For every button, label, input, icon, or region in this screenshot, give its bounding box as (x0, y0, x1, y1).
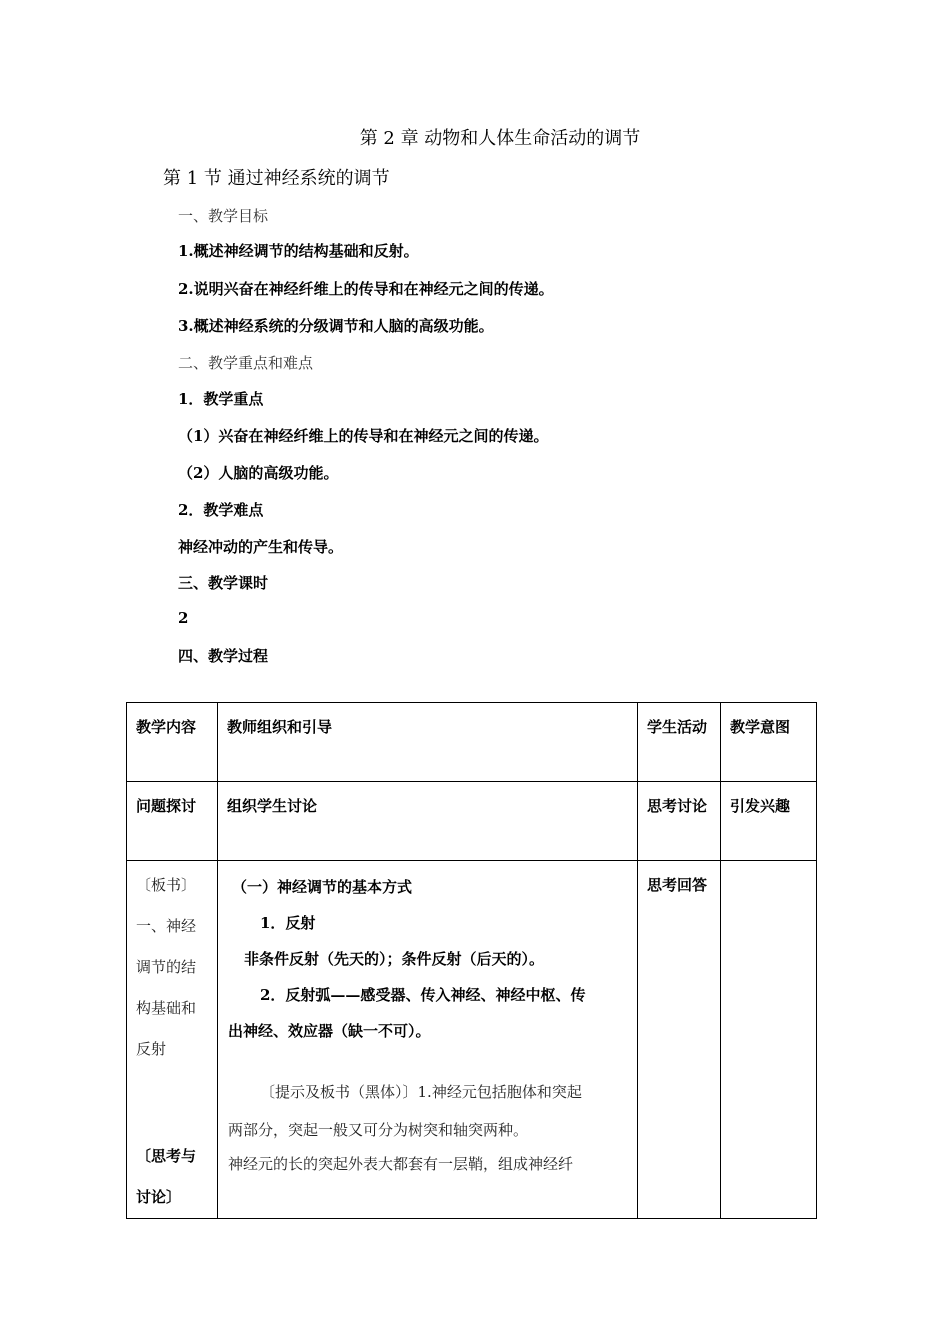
row2-student: 思考回答 (638, 861, 721, 1219)
row2-content-line: 调节的结 (136, 958, 197, 976)
row2-intent (721, 861, 817, 1219)
difficulty-text: 神经冲动的产生和传导。 (178, 538, 344, 556)
process-heading: 四、教学过程 (178, 647, 269, 665)
section-title: 第 1 节 通过神经系统的调节 (163, 168, 390, 189)
header-cell-student: 学生活动 (638, 703, 721, 782)
row2-content-line: 讨论〕 (136, 1188, 182, 1206)
key-item-2: （2）人脑的高级功能。 (178, 464, 339, 482)
teacher-bold-line: 1．反射 (260, 914, 316, 932)
row2-content (127, 861, 218, 1219)
row2-content-line: 〔思考与 (136, 1147, 197, 1165)
teacher-bold-line: 非条件反射（先天的）；条件反射（后天的）。 (244, 950, 545, 968)
goals-heading: 一、教学目标 (178, 207, 269, 225)
row1-content: 问题探讨 (127, 782, 218, 861)
key-heading: 1．教学重点 (178, 390, 264, 408)
header-cell-teacher: 教师组织和引导 (218, 703, 638, 782)
teacher-plain-line: 神经元的长的突起外表大都套有一层鞘，组成神经纤 (228, 1155, 574, 1173)
goal-item-1: 1.概述神经调节的结构基础和反射。 (178, 242, 419, 260)
chapter-title: 第 2 章 动物和人体生命活动的调节 (359, 128, 641, 149)
hours-value: 2 (178, 609, 189, 627)
teacher-bold-line: （一）神经调节的基本方式 (232, 878, 413, 896)
row2-content-line: 构基础和 (136, 999, 197, 1017)
keypoints-heading: 二、教学重点和难点 (178, 354, 314, 372)
key-item-1: （1）兴奋在神经纤维上的传导和在神经元之间的传递。 (178, 427, 549, 445)
row1-student: 思考讨论 (638, 782, 721, 861)
table-row (127, 782, 817, 861)
difficulty-heading: 2．教学难点 (178, 501, 264, 519)
teacher-plain-line: 两部分，突起一般又可分为树突和轴突两种。 (228, 1121, 529, 1139)
teacher-plain-line: 〔提示及板书（黑体）〕1.神经元包括胞体和突起 (260, 1083, 582, 1101)
table-header-row (127, 703, 817, 782)
row2-teacher (218, 861, 638, 1219)
row1-teacher: 组织学生讨论 (218, 782, 638, 861)
lesson-process-table (126, 702, 817, 1219)
header-cell-content: 教学内容 (127, 703, 218, 782)
row2-content-line: 〔板书〕 (136, 876, 197, 894)
teacher-bold-line: 出神经、效应器（缺一不可）。 (228, 1022, 431, 1040)
row1-intent: 引发兴趣 (721, 782, 817, 861)
goal-item-3: 3.概述神经系统的分级调节和人脑的高级功能。 (178, 317, 494, 335)
row2-content-line: 反射 (136, 1040, 167, 1058)
row2-content-line: 一、神经 (136, 917, 197, 935)
header-cell-intent: 教学意图 (721, 703, 817, 782)
table-row (127, 861, 817, 1219)
teacher-bold-line: 2．反射弧——感受器、传入神经、神经中枢、传 (260, 986, 586, 1004)
goal-item-2: 2.说明兴奋在神经纤维上的传导和在神经元之间的传递。 (178, 280, 554, 298)
hours-heading: 三、教学课时 (178, 574, 269, 592)
